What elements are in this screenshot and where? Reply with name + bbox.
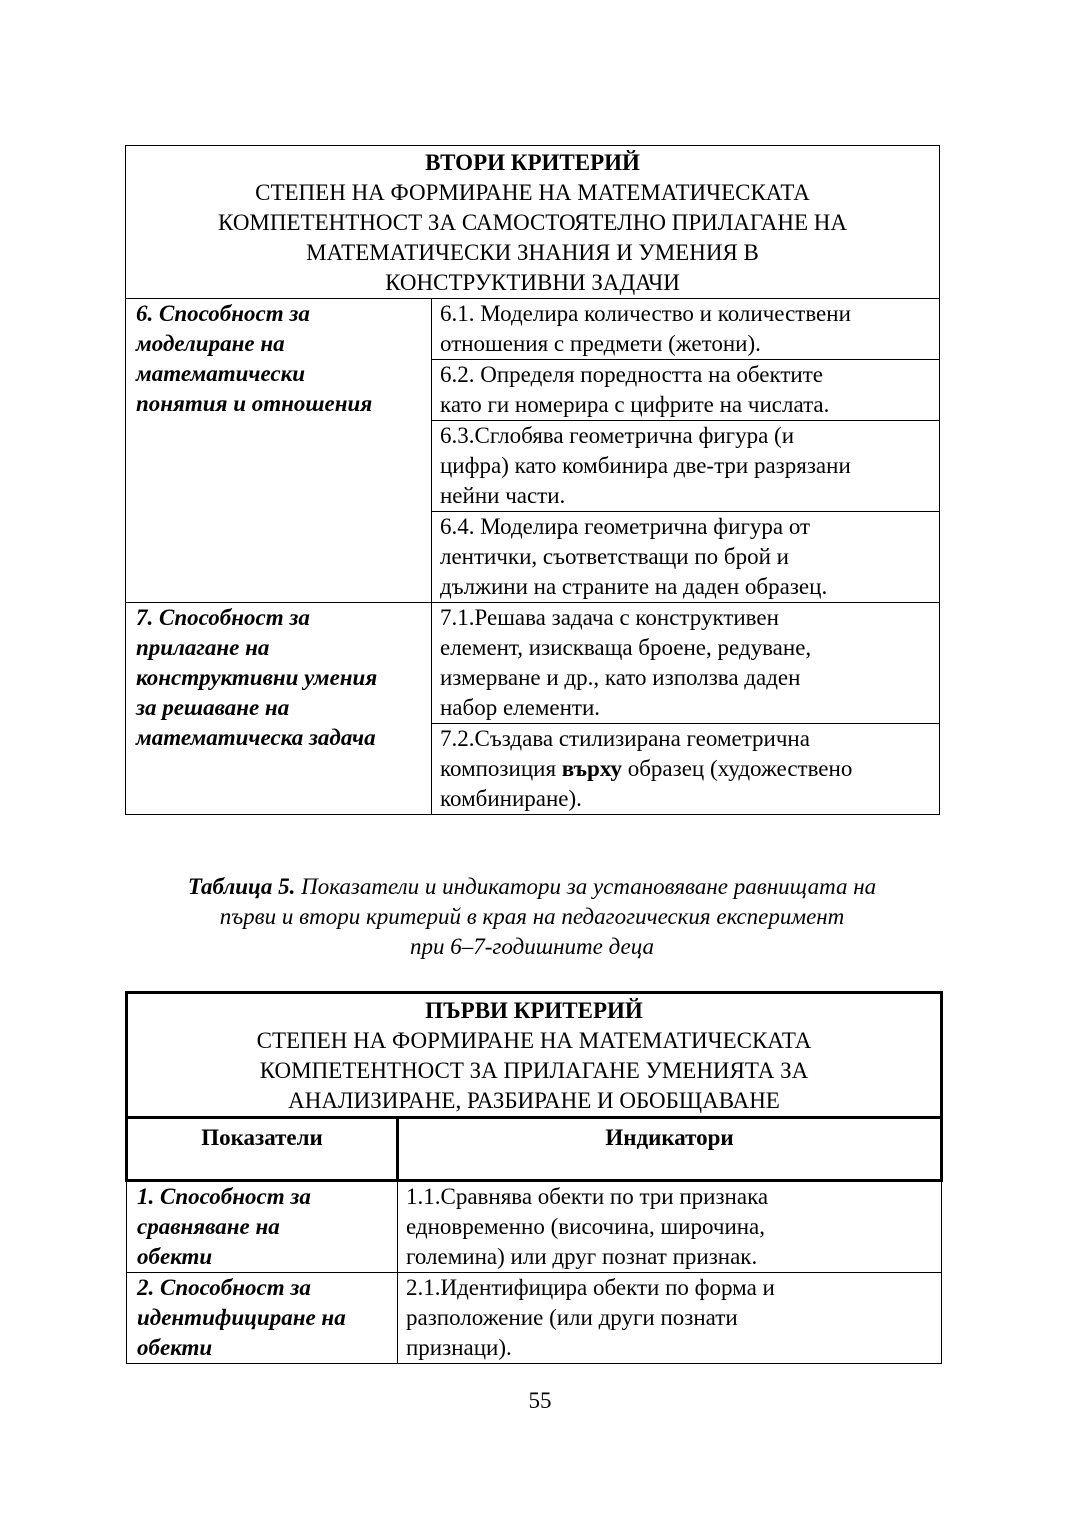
column-header-indicators-label: Показатели — [127, 1118, 398, 1181]
criterion-header — [127, 993, 942, 1118]
item-line: 2.1.Идентифицира обекти по форма и — [406, 1275, 775, 1300]
table-row — [127, 1181, 942, 1273]
criterion-header — [126, 146, 940, 299]
criterion-subtitle-line: КОМПЕТЕНТНОСТ ЗА ПРИЛАГАНЕ УМЕНИЯТА ЗА — [259, 1058, 809, 1083]
label-line: сравняване на — [137, 1214, 280, 1239]
label-line: понятия и отношения — [136, 391, 373, 416]
item-line: елемент, изискваща броене, редуване, — [440, 635, 812, 660]
table-row — [127, 1273, 942, 1364]
table-header-row — [127, 993, 942, 1118]
column-header-row — [127, 1118, 942, 1181]
label-line: прилагане на — [136, 635, 270, 660]
criterion-1-table — [125, 991, 943, 1364]
indicator-1-1 — [398, 1181, 942, 1273]
item-line: нейни части. — [440, 483, 566, 508]
item-line: измерване и др., като използва даден — [440, 665, 801, 690]
indicator-7-label — [126, 603, 432, 815]
indicator-6-4 — [432, 512, 940, 603]
item-line: 7.2.Създава стилизирана геометрична — [440, 726, 810, 751]
page-number: 55 — [528, 1388, 552, 1413]
criterion-title: ПЪРВИ КРИТЕРИЙ — [425, 998, 643, 1023]
item-line: признаци). — [406, 1335, 512, 1360]
label-line: 2. Способност за — [137, 1275, 311, 1300]
label-line: 7. Способност за — [136, 605, 310, 630]
text-run: образец (художествено — [621, 756, 853, 781]
table-row — [126, 603, 940, 724]
item-line: набор елементи. — [440, 695, 601, 720]
label-line: конструктивни умения — [136, 665, 378, 690]
item-line: комбиниране). — [440, 786, 582, 811]
criterion-title: ВТОРИ КРИТЕРИЙ — [425, 150, 640, 175]
label-line: математически — [136, 361, 306, 386]
indicator-7-1 — [432, 603, 940, 724]
caption-line: при 6–7-годишните деца — [410, 934, 654, 959]
criterion-2-table — [125, 145, 940, 815]
item-line: отношения с предмети (жетони). — [440, 331, 761, 356]
item-line: дължини на страните на даден образец. — [440, 574, 828, 599]
item-line: 6.1. Моделира количество и количествени — [440, 301, 851, 326]
criterion-subtitle-line: МАТЕМАТИЧЕСКИ ЗНАНИЯ И УМЕНИЯ В — [306, 240, 759, 265]
column-header-indicators: Индикатори — [398, 1118, 942, 1181]
caption-label: Таблица 5. — [187, 874, 296, 899]
label-line: 1. Способност за — [137, 1184, 311, 1209]
item-line: цифра) като комбинира две-три разрязани — [440, 453, 851, 478]
caption-line: първи и втори критерий в края на педагогическия експеримент — [219, 904, 845, 929]
indicator-2-label — [127, 1273, 398, 1364]
criterion-subtitle-line: КОМПЕТЕНТНОСТ ЗА САМОСТОЯТЕЛНО ПРИЛАГАНЕ НА — [218, 210, 847, 235]
label-line: за решаване на — [136, 695, 290, 720]
item-line: 6.3.Сглобява геометрична фигура (и — [440, 423, 795, 448]
caption-text: Показатели и индикатори за установяване равнищата на — [295, 874, 877, 899]
label-line: обекти — [137, 1244, 213, 1269]
criterion-subtitle-line: АНАЛИЗИРАНЕ, РАЗБИРАНЕ И ОБОБЩАВАНЕ — [288, 1088, 780, 1113]
item-line: лентички, съответстващи по брой и — [440, 544, 789, 569]
label-line: математическа задача — [136, 725, 376, 750]
indicator-7-2 — [432, 724, 940, 815]
indicator-6-1 — [432, 299, 940, 360]
item-line — [440, 754, 934, 784]
item-line: 1.1.Сравнява обекти по три признака — [406, 1184, 769, 1209]
indicator-2-1 — [398, 1273, 942, 1364]
item-line: разположение (или други познати — [406, 1305, 738, 1330]
text-run: композиция — [440, 756, 562, 781]
table-caption — [125, 872, 939, 962]
item-line: 6.2. Определя поредността на обектите — [440, 362, 824, 387]
indicator-6-2 — [432, 360, 940, 421]
label-line: идентифициране на — [137, 1305, 346, 1330]
item-line: големина) или друг познат признак. — [406, 1244, 758, 1269]
label-line: 6. Способност за — [136, 301, 310, 326]
caption-line — [125, 872, 939, 902]
label-line: моделиране на — [136, 331, 285, 356]
criterion-subtitle-line: КОНСТРУКТИВНИ ЗАДАЧИ — [385, 270, 680, 295]
table-header-row — [126, 146, 940, 299]
criterion-subtitle-line: СТЕПЕН НА ФОРМИРАНЕ НА МАТЕМАТИЧЕСКАТА — [256, 1028, 812, 1053]
label-line: обекти — [137, 1335, 213, 1360]
indicator-6-3 — [432, 421, 940, 512]
indicator-1-label — [127, 1181, 398, 1273]
item-line: едновременно (височина, широчина, — [406, 1214, 766, 1239]
table-row — [126, 299, 940, 360]
item-line: 7.1.Решава задача с конструктивен — [440, 605, 779, 630]
bold-text-run: върху — [561, 756, 622, 781]
item-line: като ги номерира с цифрите на числата. — [440, 392, 830, 417]
item-line: 6.4. Моделира геометрична фигура от — [440, 514, 811, 539]
criterion-subtitle-line: СТЕПЕН НА ФОРМИРАНЕ НА МАТЕМАТИЧЕСКАТА — [255, 180, 810, 205]
indicator-6-label — [126, 299, 432, 603]
